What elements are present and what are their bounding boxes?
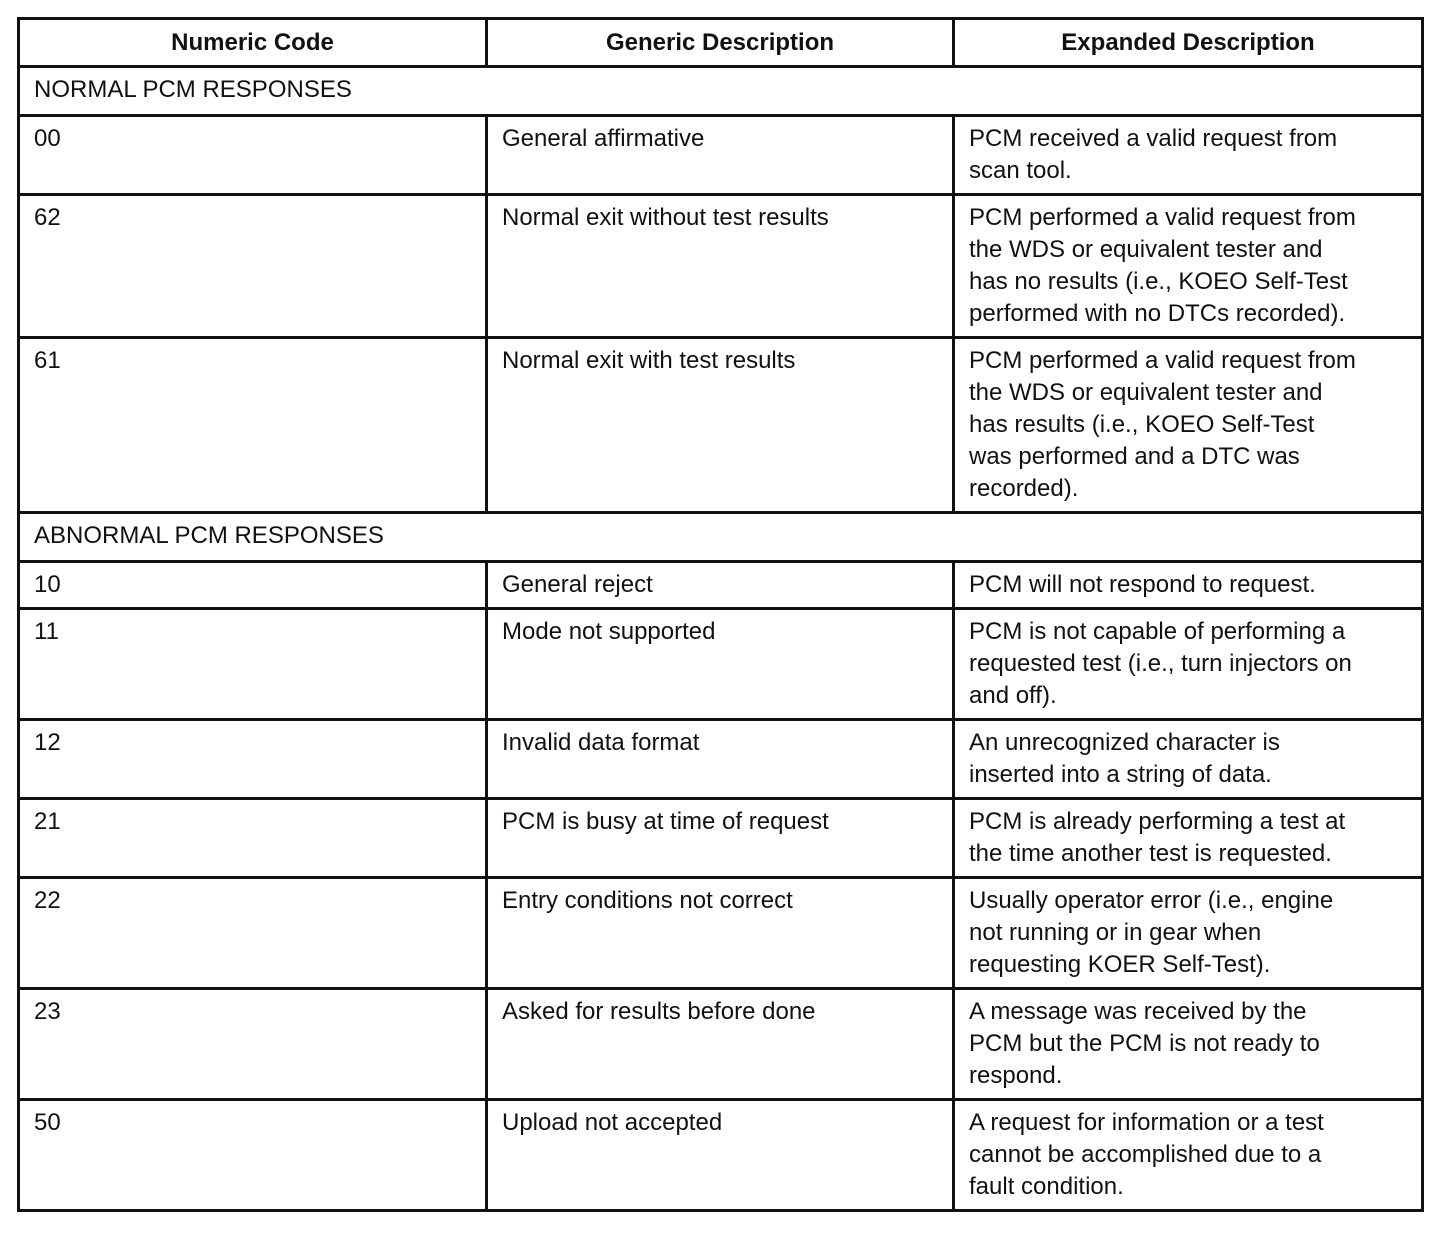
generic-description-cell: Asked for results before done: [487, 989, 954, 1100]
section-title: NORMAL PCM RESPONSES: [19, 67, 1423, 116]
table-row: [19, 116, 1423, 195]
expanded-description-cell: PCM performed a valid request from the WDS or equivalent tester and has no results (i.e., KOEO Self-Test performed with no DTCs recorded).: [954, 195, 1423, 338]
numeric-code-cell: 61: [19, 338, 487, 513]
numeric-code-cell: 21: [19, 799, 487, 878]
section-title: ABNORMAL PCM RESPONSES: [19, 513, 1423, 562]
table-row: [19, 195, 1423, 338]
header-numeric-code: Numeric Code: [19, 19, 487, 67]
generic-description-cell: Entry conditions not correct: [487, 878, 954, 989]
header-expanded-description: Expanded Description: [954, 19, 1423, 67]
generic-description-cell: Mode not supported: [487, 609, 954, 720]
numeric-code-cell: 00: [19, 116, 487, 195]
table-row: [19, 338, 1423, 513]
expanded-description-cell: Usually operator error (i.e., engine not running or in gear when requesting KOER Self-Test).: [954, 878, 1423, 989]
table-row: [19, 799, 1423, 878]
header-row: [19, 19, 1423, 67]
expanded-description-cell: An unrecognized character is inserted into a string of data.: [954, 720, 1423, 799]
generic-description-cell: Invalid data format: [487, 720, 954, 799]
header-generic-description: Generic Description: [487, 19, 954, 67]
numeric-code-cell: 22: [19, 878, 487, 989]
numeric-code-cell: 11: [19, 609, 487, 720]
section-row: [19, 513, 1423, 562]
generic-description-cell: PCM is busy at time of request: [487, 799, 954, 878]
expanded-description-cell: PCM performed a valid request from the WDS or equivalent tester and has results (i.e., KOEO Self-Test was performed and a DTC was recorded).: [954, 338, 1423, 513]
table-row: [19, 989, 1423, 1100]
generic-description-cell: Upload not accepted: [487, 1100, 954, 1211]
table-row: [19, 1100, 1423, 1211]
numeric-code-cell: 62: [19, 195, 487, 338]
table-row: [19, 562, 1423, 609]
numeric-code-cell: 50: [19, 1100, 487, 1211]
expanded-description-cell: PCM received a valid request from scan tool.: [954, 116, 1423, 195]
expanded-description-cell: PCM will not respond to request.: [954, 562, 1423, 609]
expanded-description-cell: PCM is not capable of performing a requested test (i.e., turn injectors on and off).: [954, 609, 1423, 720]
expanded-description-cell: A request for information or a test cannot be accomplished due to a fault condition.: [954, 1100, 1423, 1211]
numeric-code-cell: 10: [19, 562, 487, 609]
generic-description-cell: Normal exit without test results: [487, 195, 954, 338]
generic-description-cell: General affirmative: [487, 116, 954, 195]
numeric-code-cell: 23: [19, 989, 487, 1100]
table-row: [19, 878, 1423, 989]
generic-description-cell: Normal exit with test results: [487, 338, 954, 513]
section-row: [19, 67, 1423, 116]
expanded-description-cell: A message was received by the PCM but the PCM is not ready to respond.: [954, 989, 1423, 1100]
expanded-description-cell: PCM is already performing a test at the time another test is requested.: [954, 799, 1423, 878]
generic-description-cell: General reject: [487, 562, 954, 609]
pcm-response-codes-table: [17, 17, 1424, 1212]
numeric-code-cell: 12: [19, 720, 487, 799]
table-row: [19, 609, 1423, 720]
table-row: [19, 720, 1423, 799]
